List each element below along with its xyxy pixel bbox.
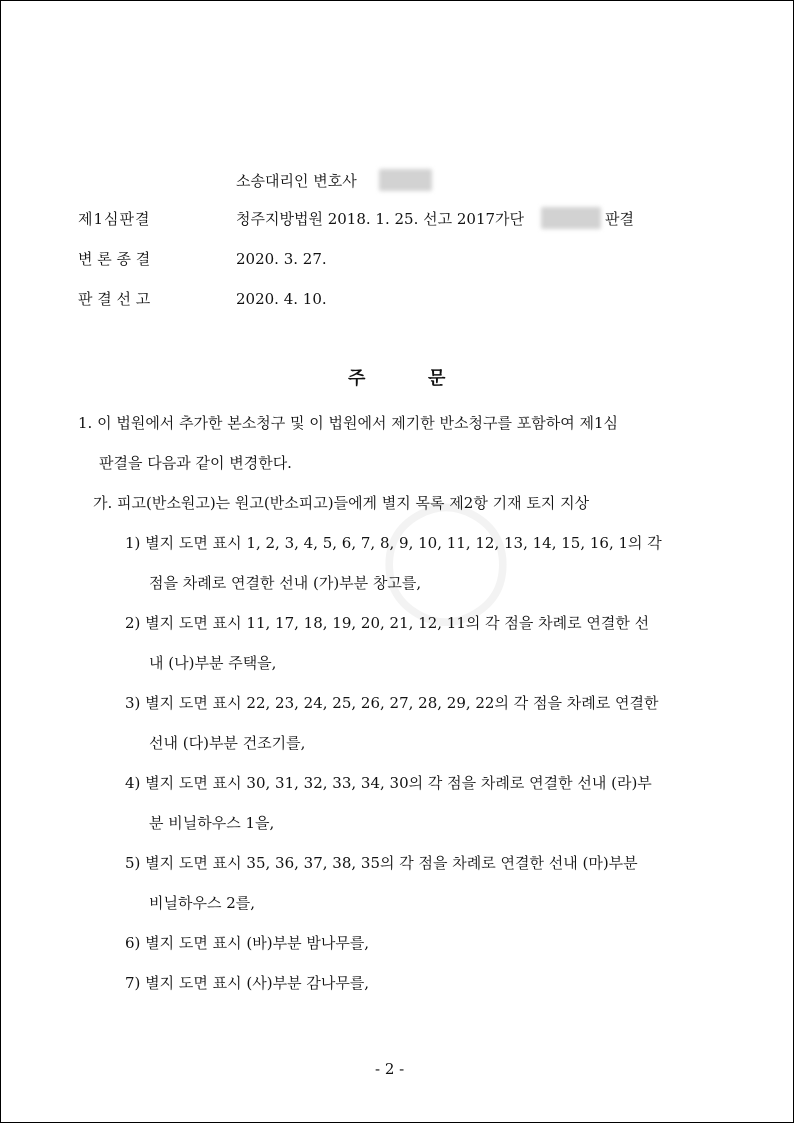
attorney-label: 소송대리인 변호사: [236, 172, 357, 190]
item-7: 7) 별지 도면 표시 (사)부분 감나무를,: [125, 974, 370, 992]
closing-date: 2020. 3. 27.: [236, 250, 327, 268]
item-2-line-2: 내 (나)부분 주택을,: [149, 654, 277, 672]
redacted-attorney-name: [379, 169, 432, 191]
item-1-line-1: 1) 별지 도면 표시 1, 2, 3, 4, 5, 6, 7, 8, 9, 10, 11, 12, 13, 14, 15, 16, 1의 각: [125, 534, 662, 552]
item-4-line-2: 분 비닐하우스 1을,: [149, 814, 275, 832]
item-5-line-2: 비닐하우스 2를,: [149, 894, 256, 912]
page-number: - 2 -: [375, 1060, 405, 1078]
item-3-line-2: 선내 (다)부분 건조기를,: [149, 734, 306, 752]
watermark: ◯: [378, 486, 514, 625]
item-3-line-1: 3) 별지 도면 표시 22, 23, 24, 25, 26, 27, 28, 29, 22의 각 점을 차례로 연결한: [125, 694, 659, 712]
paragraph-1-line-2: 판결을 다음과 같이 변경한다.: [99, 454, 292, 472]
first-judgment-text: 청주지방법원 2018. 1. 25. 선고 2017가단: [236, 210, 525, 228]
item-5-line-1: 5) 별지 도면 표시 35, 36, 37, 38, 35의 각 점을 차례로 연결한 선내 (마)부분: [125, 854, 638, 872]
redacted-case-number: [541, 207, 601, 229]
order-title-left: 주: [348, 368, 366, 389]
sentence-label: 판 결 선 고: [78, 290, 151, 308]
item-6: 6) 별지 도면 표시 (바)부분 밤나무를,: [125, 934, 370, 952]
item-1-line-2: 점을 차례로 연결한 선내 (가)부분 창고를,: [149, 574, 422, 592]
first-judgment-label: 제1심판결: [78, 210, 151, 228]
order-title-right: 문: [428, 368, 446, 389]
paragraph-1-line-1: 1. 이 법원에서 추가한 본소청구 및 이 법원에서 제기한 반소청구를 포함하여 제1심: [78, 414, 618, 432]
item-2-line-1: 2) 별지 도면 표시 11, 17, 18, 19, 20, 21, 12, 11의 각 점을 차례로 연결한 선: [125, 614, 650, 632]
clause-ga: 가. 피고(반소원고)는 원고(반소피고)들에게 별지 목록 제2항 기재 토지 지상: [93, 494, 590, 512]
first-judgment-suffix: 판결: [605, 210, 634, 228]
sentence-date: 2020. 4. 10.: [236, 290, 327, 308]
item-4-line-1: 4) 별지 도면 표시 30, 31, 32, 33, 34, 30의 각 점을 차례로 연결한 선내 (라)부: [125, 774, 652, 792]
closing-label: 변 론 종 결: [78, 250, 151, 268]
